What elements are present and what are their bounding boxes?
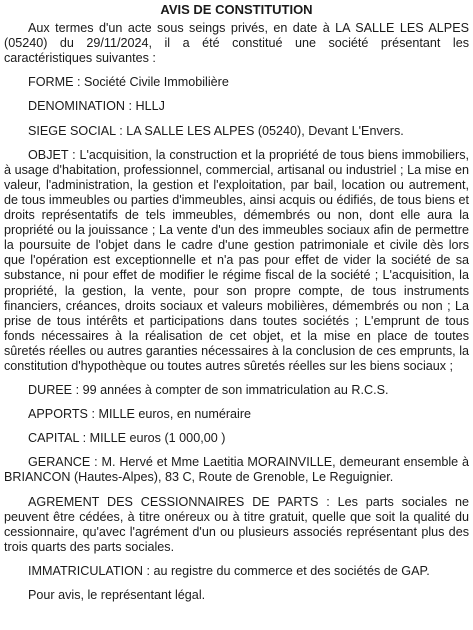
intro-paragraph: Aux termes d'un acte sous seings privés, en date à LA SALLE LES ALPES (05240) du 29/11/2024, il a été constitué une société présentant les caractéristiques suivantes : bbox=[4, 21, 469, 66]
notice-title: AVIS DE CONSTITUTION bbox=[160, 2, 313, 17]
duree-paragraph: DUREE : 99 années à compter de son immatriculation au R.C.S. bbox=[28, 383, 389, 398]
denomination-paragraph: DENOMINATION : HLLJ bbox=[28, 99, 165, 114]
signature-paragraph: Pour avis, le représentant légal. bbox=[28, 588, 206, 602]
gerance-paragraph: GERANCE : M. Hervé et Mme Laetitia MORAINVILLE, demeurant ensemble à BRIANCON (Hautes-Alpes), 83 C, Route de Grenoble, Le Reguignier. bbox=[4, 455, 469, 485]
capital-paragraph: CAPITAL : MILLE euros (1 000,00 ) bbox=[28, 431, 226, 446]
siege-paragraph: SIEGE SOCIAL : LA SALLE LES ALPES (05240), Devant L'Envers. bbox=[28, 123, 404, 138]
apports-paragraph: APPORTS : MILLE euros, en numéraire bbox=[28, 407, 252, 422]
agrement-paragraph: AGREMENT DES CESSIONNAIRES DE PARTS : Les parts sociales ne peuvent être cédées, à titre onéreux ou à titre gratuit, quelle que soit la qualité du cessionnaire, qu'avec l'agrément d'un ou plusieurs associés représentant plus des trois quarts des parts sociales. bbox=[4, 494, 469, 554]
immatriculation-paragraph: IMMATRICULATION : au registre du commerce et des sociétés de GAP. bbox=[28, 563, 430, 578]
objet-paragraph: OBJET : L'acquisition, la construction et la propriété de tous biens immobiliers, à usage d'habitation, professionnel, commercial, artisanal ou industriel ; La mise en valeur, l'administration, la gestion et l'exploitation, par bail, location ou autrement, de tous immeubles ou parties d'immeubles, ainsi acquis ou édifiés, de tous biens et droits représentatifs de tels immeubles, démembrés ou non, dont elle aura la propriété ou la jouissance ; La vente d'un des immeubles sociaux afin de permettre la poursuite de l'objet dans le cadre d'une gestion patrimoniale et civile dès lors que l'opération est exceptionnelle et n'a pas pour effet de vider la société de sa substance, ni pour effet de modifier le régime fiscal de la société ; L'acquisition, la propriété, la gestion, la vente, pour son propre compte, de tous instruments financiers, créances, droits sociaux et valeurs mobilières, démembrés ou non ; La prise de tous intérêts et participations dans toutes sociétés ; L'emprunt de tous fonds nécessaires à la réalisation de cet objet, et la mise en place de toutes sûretés réelles ou autres garanties nécessaires à la conclusion de ces emprunts, la constitution d'hypothèque ou toutes autres sûretés réelles sur les biens sociaux ; bbox=[4, 147, 469, 373]
forme-paragraph: FORME : Société Civile Immobilière bbox=[28, 75, 229, 90]
